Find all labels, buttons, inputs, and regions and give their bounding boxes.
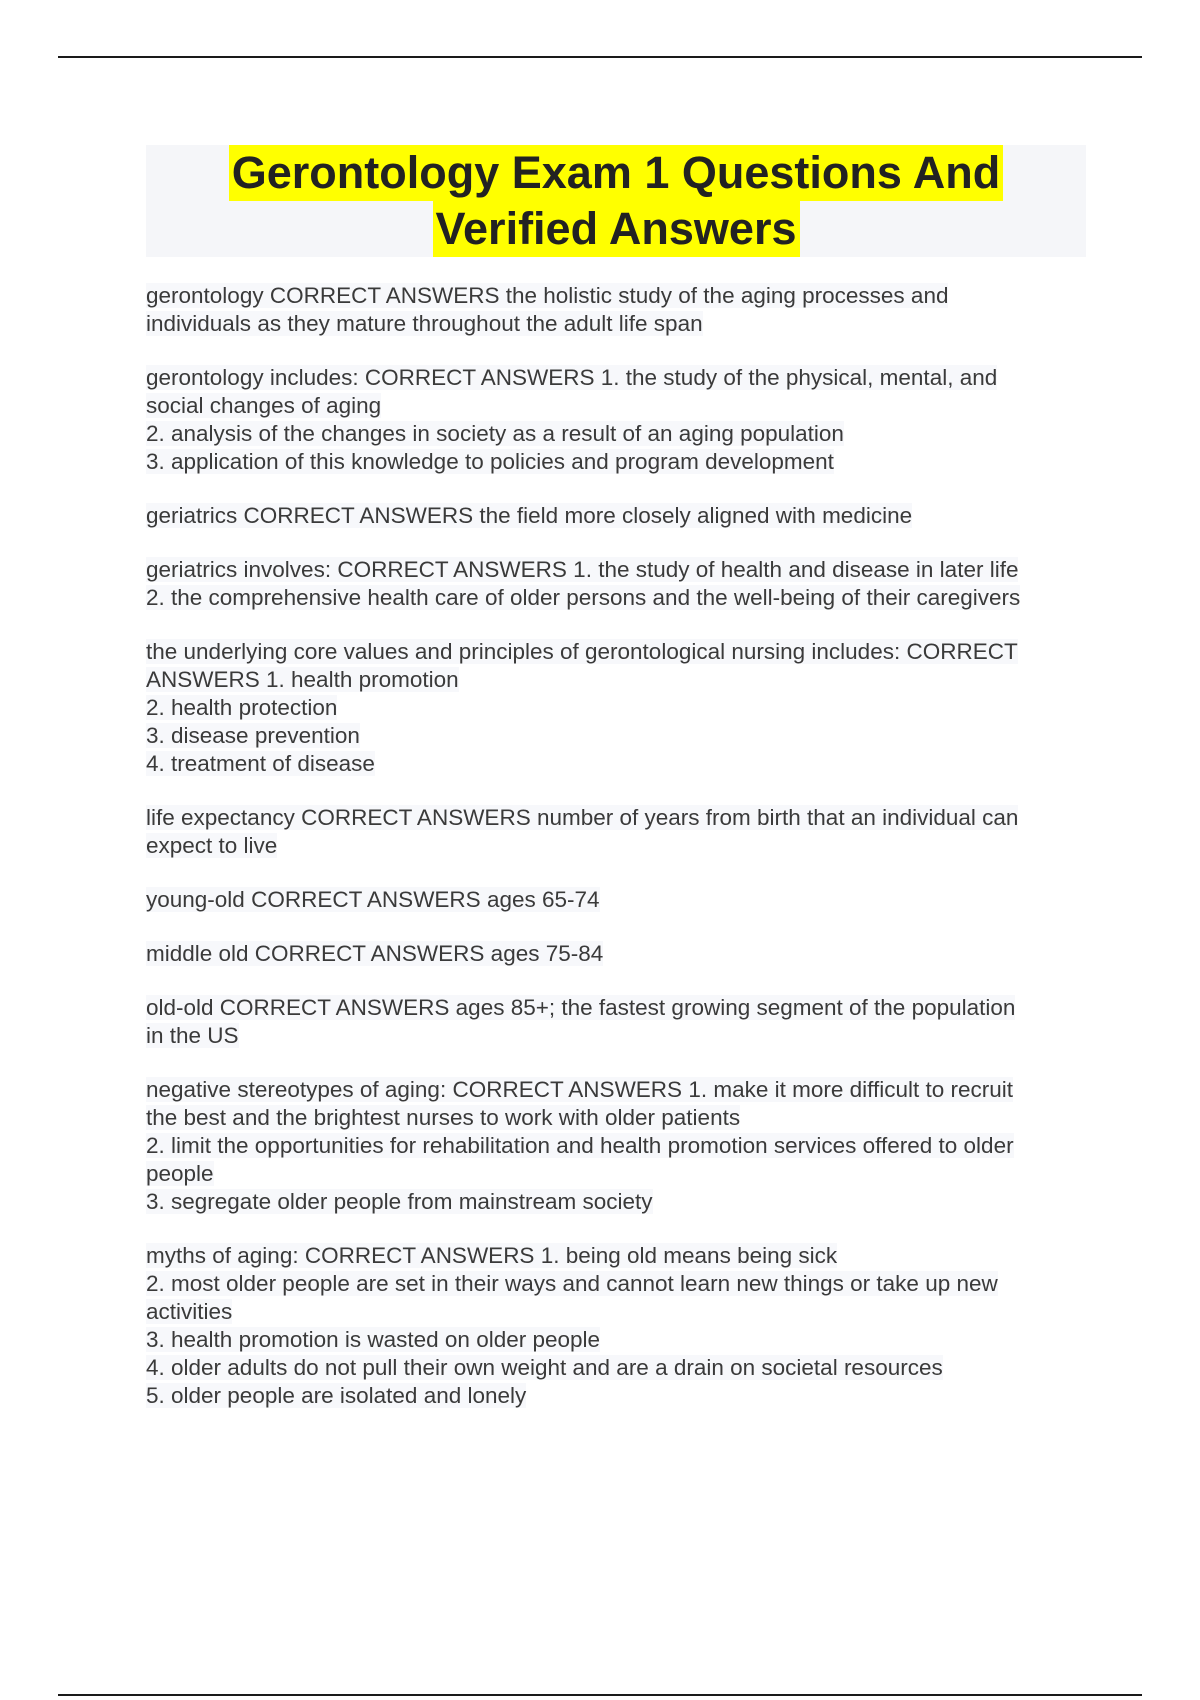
qa-entry-line: [146, 502, 1096, 530]
qa-entry-line: [146, 282, 1096, 310]
qa-entry-line: [146, 1160, 1096, 1188]
qa-entry-line-text: ANSWERS 1. health promotion: [146, 667, 459, 692]
qa-entry-line-text: 2. most older people are set in their ways and cannot learn new things or take up new: [146, 1271, 998, 1296]
qa-entry-line-text: in the US: [146, 1023, 239, 1048]
page-title-line-2: Verified Answers: [433, 201, 800, 257]
qa-entry-line-text: 3. disease prevention: [146, 723, 360, 748]
qa-entry-line-text: 4. older adults do not pull their own weight and are a drain on societal resources: [146, 1355, 943, 1380]
qa-entry-line: [146, 448, 1096, 476]
title-block: [146, 145, 1086, 257]
bottom-rule: [58, 1694, 1142, 1696]
qa-entry-line-text: geriatrics involves: CORRECT ANSWERS 1. the study of health and disease in later life: [146, 557, 1019, 582]
qa-entry-line-text: 3. health promotion is wasted on older people: [146, 1327, 601, 1352]
qa-entry: [146, 1076, 1096, 1216]
qa-entry-line: [146, 722, 1096, 750]
qa-entry-line-text: gerontology CORRECT ANSWERS the holistic study of the aging processes and: [146, 283, 949, 308]
qa-entry-line-text: 5. older people are isolated and lonely: [146, 1383, 527, 1408]
qa-entry-line: [146, 994, 1096, 1022]
qa-entry-line-text: the best and the brightest nurses to work with older patients: [146, 1105, 741, 1130]
qa-entry-line-text: 2. limit the opportunities for rehabilitation and health promotion services offered to older: [146, 1133, 1014, 1158]
qa-entry-line: [146, 584, 1096, 612]
qa-entry-line: [146, 694, 1096, 722]
qa-entry-line: [146, 364, 1096, 392]
qa-entry: [146, 502, 1096, 530]
qa-entry-line-text: social changes of aging: [146, 393, 382, 418]
qa-entry-line: [146, 940, 1096, 968]
qa-entry: [146, 886, 1096, 914]
qa-entry-line: [146, 1132, 1096, 1160]
qa-entry: [146, 804, 1096, 860]
qa-list: [146, 282, 1096, 1436]
qa-entry-line-text: activities: [146, 1299, 233, 1324]
qa-entry-line: [146, 420, 1096, 448]
qa-entry-line-text: 4. treatment of disease: [146, 751, 375, 776]
qa-entry-line-text: old-old CORRECT ANSWERS ages 85+; the fastest growing segment of the population: [146, 995, 1016, 1020]
qa-entry-line: [146, 804, 1096, 832]
qa-entry-line: [146, 556, 1096, 584]
qa-entry-line-text: 2. health protection: [146, 695, 338, 720]
qa-entry: [146, 364, 1096, 476]
qa-entry-line: [146, 310, 1096, 338]
qa-entry-line: [146, 1298, 1096, 1326]
qa-entry-line: [146, 1270, 1096, 1298]
qa-entry: [146, 638, 1096, 778]
qa-entry-line: [146, 1076, 1096, 1104]
qa-entry-line-text: young-old CORRECT ANSWERS ages 65-74: [146, 887, 600, 912]
qa-entry-line-text: 2. analysis of the changes in society as a result of an aging population: [146, 421, 844, 446]
qa-entry: [146, 1242, 1096, 1410]
top-rule: [58, 56, 1142, 58]
qa-entry-line-text: 2. the comprehensive health care of older persons and the well-being of their caregivers: [146, 585, 1021, 610]
qa-entry-line: [146, 1354, 1096, 1382]
qa-entry-line-text: expect to live: [146, 833, 278, 858]
qa-entry-line-text: myths of aging: CORRECT ANSWERS 1. being old means being sick: [146, 1243, 838, 1268]
qa-entry-line-text: people: [146, 1161, 214, 1186]
qa-entry-line-text: the underlying core values and principles of gerontological nursing includes: CORRECT: [146, 639, 1018, 664]
qa-entry-line-text: 3. segregate older people from mainstream society: [146, 1189, 653, 1214]
qa-entry: [146, 940, 1096, 968]
qa-entry-line: [146, 1104, 1096, 1132]
qa-entry-line: [146, 1242, 1096, 1270]
qa-entry-line-text: 3. application of this knowledge to policies and program development: [146, 449, 834, 474]
qa-entry-line-text: middle old CORRECT ANSWERS ages 75-84: [146, 941, 604, 966]
qa-entry-line-text: gerontology includes: CORRECT ANSWERS 1. the study of the physical, mental, and: [146, 365, 998, 390]
qa-entry: [146, 994, 1096, 1050]
qa-entry-line: [146, 1022, 1096, 1050]
qa-entry-line: [146, 666, 1096, 694]
qa-entry-line-text: negative stereotypes of aging: CORRECT ANSWERS 1. make it more difficult to recruit: [146, 1077, 1014, 1102]
qa-entry-line: [146, 886, 1096, 914]
qa-entry-line: [146, 1326, 1096, 1354]
qa-entry: [146, 556, 1096, 612]
qa-entry-line-text: individuals as they mature throughout the adult life span: [146, 311, 703, 336]
qa-entry-line: [146, 392, 1096, 420]
qa-entry-line: [146, 1188, 1096, 1216]
qa-entry-line: [146, 832, 1096, 860]
qa-entry-line: [146, 1382, 1096, 1410]
qa-entry-line-text: life expectancy CORRECT ANSWERS number of years from birth that an individual can: [146, 805, 1019, 830]
qa-entry-line: [146, 638, 1096, 666]
qa-entry: [146, 282, 1096, 338]
qa-entry-line: [146, 750, 1096, 778]
page-title-line-1: Gerontology Exam 1 Questions And: [229, 145, 1003, 201]
qa-entry-line-text: geriatrics CORRECT ANSWERS the field more closely aligned with medicine: [146, 503, 913, 528]
